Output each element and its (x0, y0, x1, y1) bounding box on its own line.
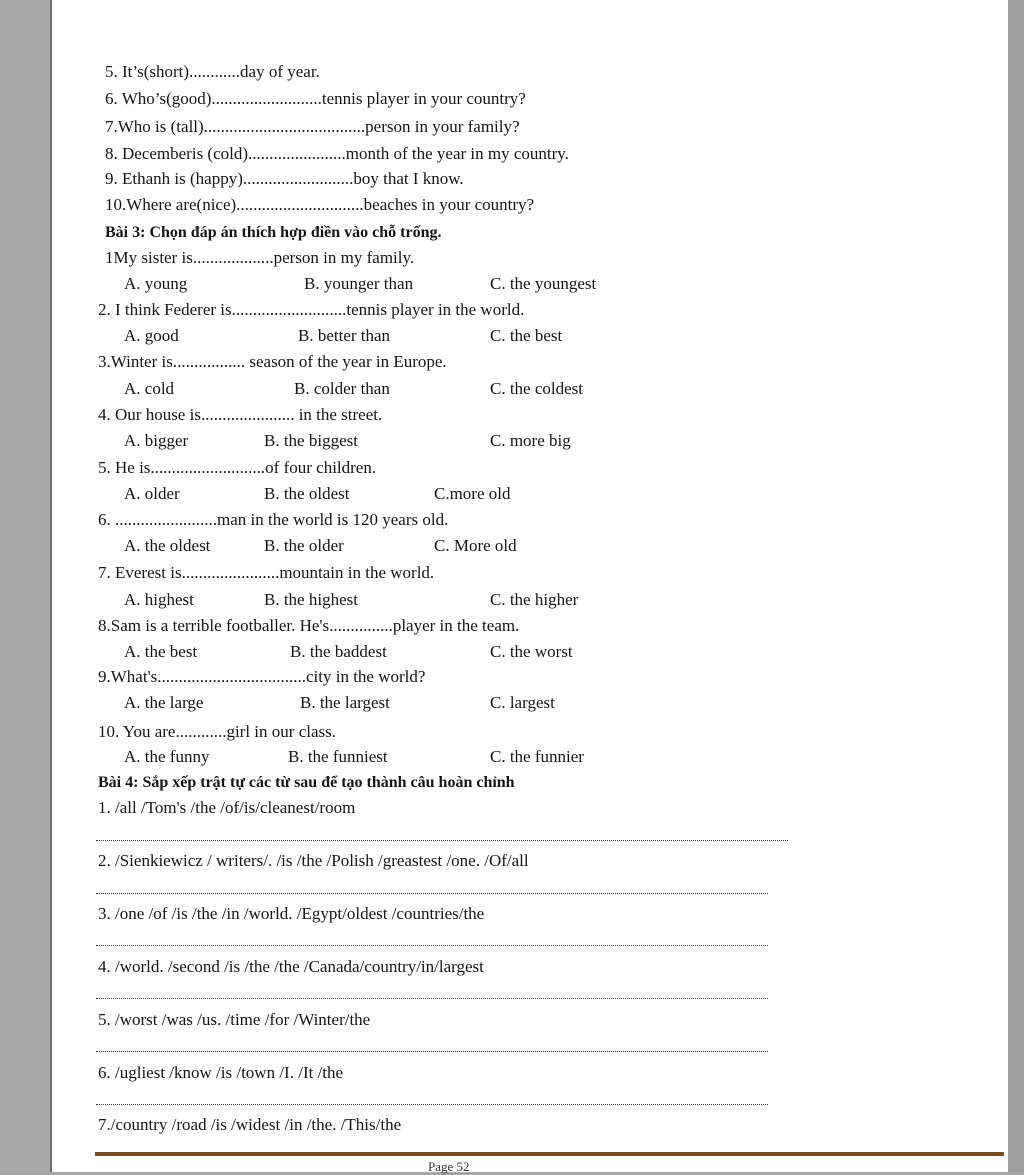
question-stem: 7. Everest is.......................mountain in the world. (98, 563, 435, 582)
option-a: A. cold (124, 379, 175, 398)
option-a: A. the oldest (124, 536, 211, 555)
reorder-item: 6. /ugliest /know /is /town /I. /It /the (98, 1063, 344, 1082)
option-a: A. highest (124, 590, 194, 609)
question-stem: 10. You are............girl in our class. (98, 722, 336, 741)
question-stem: 8.Sam is a terrible footballer. He's...............player in the team. (98, 616, 520, 635)
answer-line (96, 1051, 768, 1052)
viewer-scrollbar[interactable] (1008, 0, 1024, 1172)
reorder-item: 7./country /road /is /widest /in /the. /This/the (98, 1115, 402, 1134)
reorder-item: 1. /all /Tom's /the /of/is/cleanest/room (98, 798, 356, 817)
question-stem: 5. He is...........................of four children. (98, 458, 377, 477)
option-c: C.more old (434, 484, 511, 503)
question-stem: 2. I think Federer is...........................tennis player in the world. (98, 300, 525, 319)
option-c: C. the youngest (490, 274, 597, 293)
answer-line (96, 893, 768, 894)
reorder-item: 2. /Sienkiewicz / writers/. /is /the /Polish /greastest /one. /Of/all (98, 851, 529, 870)
answer-line (96, 1104, 768, 1105)
exercise-line: 5. It’s(short)............day of year. (105, 62, 320, 81)
section-heading: Bài 4: Sắp xếp trật tự các từ sau để tạo thành câu hoàn chỉnh (98, 774, 515, 791)
answer-line (96, 945, 768, 946)
question-stem: 1My sister is...................person in my family. (105, 248, 415, 267)
question-stem: 9.What's...................................city in the world? (98, 667, 426, 686)
document-page (50, 0, 1008, 1172)
option-c: C. the higher (490, 590, 579, 609)
option-b: B. colder than (294, 379, 390, 398)
question-stem: 4. Our house is...................... in the street. (98, 405, 383, 424)
option-b: B. the older (264, 536, 344, 555)
footer-rule (95, 1152, 1004, 1156)
option-b: B. the highest (264, 590, 358, 609)
option-b: B. younger than (304, 274, 414, 293)
question-stem: 3.Winter is................. season of the year in Europe. (98, 352, 447, 371)
option-c: C. the coldest (490, 379, 584, 398)
option-c: C. the funnier (490, 747, 584, 766)
option-b: B. the biggest (264, 431, 358, 450)
reorder-item: 4. /world. /second /is /the /the /Canada/country/in/largest (98, 957, 484, 976)
exercise-line: 7.Who is (tall)......................................person in your family? (105, 117, 520, 136)
option-a: A. the best (124, 642, 198, 661)
option-b: B. the baddest (290, 642, 387, 661)
page-number: Page 52 (428, 1159, 470, 1174)
exercise-line: 6. Who’s(good)..........................tennis player in your country? (105, 89, 526, 108)
option-c: C. more big (490, 431, 571, 450)
option-b: B. the largest (300, 693, 390, 712)
answer-line (96, 998, 768, 999)
answer-line (96, 840, 788, 841)
option-b: B. the funniest (288, 747, 388, 766)
option-a: A. bigger (124, 431, 189, 450)
option-a: A. the large (124, 693, 204, 712)
option-b: B. the oldest (264, 484, 350, 503)
option-a: A. the funny (124, 747, 210, 766)
exercise-line: 10.Where are(nice)..............................beaches in your country? (105, 195, 535, 214)
option-a: A. young (124, 274, 188, 293)
option-c: C. largest (490, 693, 555, 712)
option-a: A. older (124, 484, 180, 503)
option-a: A. good (124, 326, 179, 345)
option-b: B. better than (298, 326, 391, 345)
exercise-line: 9. Ethanh is (happy)..........................boy that I know. (105, 169, 464, 188)
question-stem: 6. ........................man in the world is 120 years old. (98, 510, 449, 529)
reorder-item: 3. /one /of /is /the /in /world. /Egypt/oldest /countries/the (98, 904, 485, 923)
reorder-item: 5. /worst /was /us. /time /for /Winter/the (98, 1010, 371, 1029)
exercise-line: 8. Decemberis (cold).......................month of the year in my country. (105, 144, 569, 163)
section-heading: Bài 3: Chọn đáp án thích hợp điền vào chỗ trống. (105, 224, 442, 241)
option-c: C. the worst (490, 642, 573, 661)
option-c: C. the best (490, 326, 563, 345)
option-c: C. More old (434, 536, 517, 555)
viewer-background-left (0, 0, 50, 1172)
